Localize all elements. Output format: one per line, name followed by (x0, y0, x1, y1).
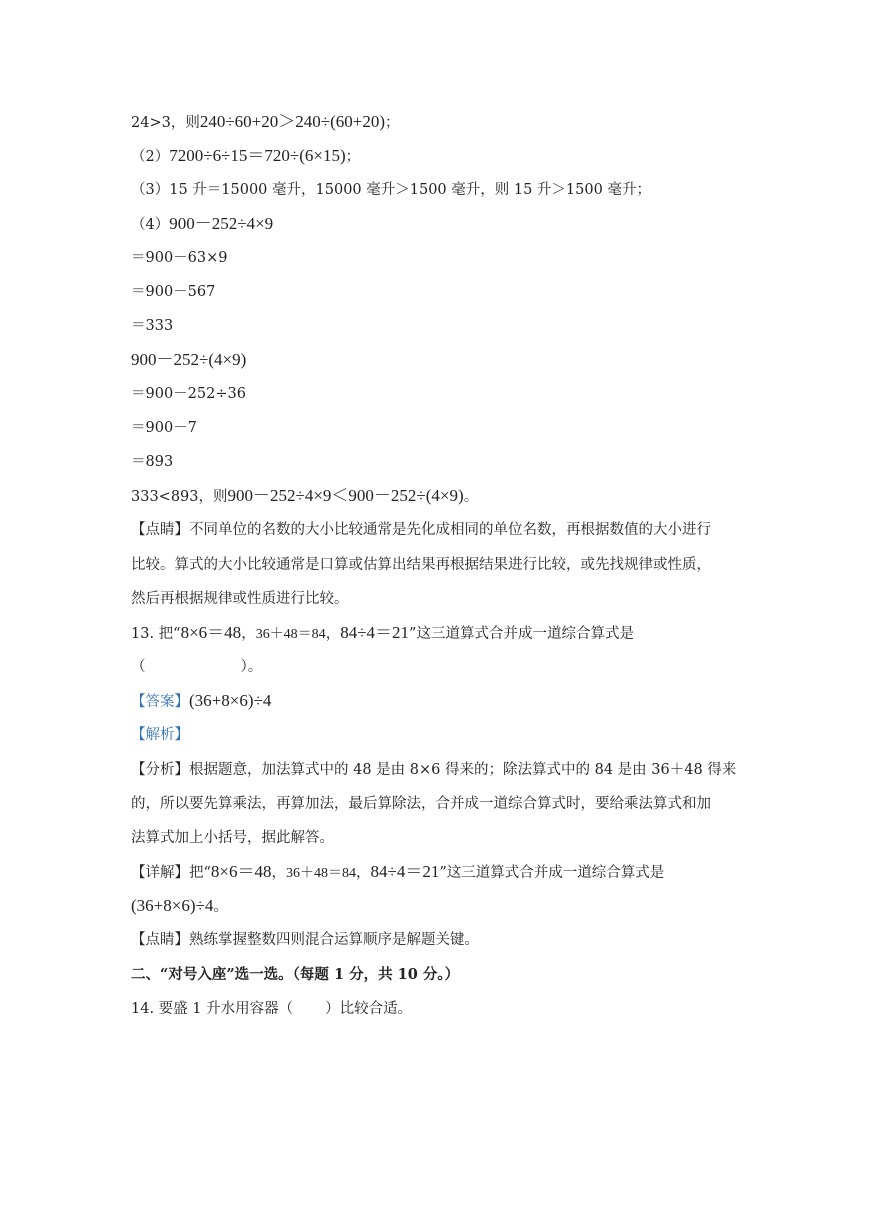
math-expression: 7200÷6÷15＝720÷(6×15) (169, 146, 346, 165)
math-expression: 900－252÷4×9 (169, 214, 274, 233)
math-expression: 900－252÷(4×9) (131, 350, 247, 369)
jiexi-tag: 【解析】 (131, 727, 189, 743)
question-14: 14. 要盛 1 升水用容器（ ）比较合适。 (131, 1001, 413, 1017)
question-number: 13. (131, 626, 155, 642)
calc-step: ＝893 (131, 454, 174, 470)
answer-blank: （ ）。 (131, 659, 263, 675)
dianjing-tag: 【点睛】 (131, 932, 189, 948)
equation: 8×6＝48 (180, 623, 242, 642)
question-number: 14. (131, 1001, 155, 1017)
fenxi-section: 【分析】根据题意，加法算式中的 48 是由 8×6 得来的；除法算式中的 84 是由 36＋48 得来 (131, 762, 737, 778)
equation: 84÷4＝21 (340, 623, 410, 642)
xiangjie-tag: 【详解】 (131, 865, 189, 881)
calc-step: ＝333 (131, 318, 174, 334)
dianjing-tag: 【点睛】 (131, 522, 189, 538)
paragraph-line: 然后再根据规律或性质进行比较。 (131, 591, 349, 607)
math-expression: (36+8×6)÷4 (189, 691, 272, 710)
jiexi-section (131, 725, 189, 745)
question-13: 13. 把“8×6＝48，36＋48＝84，84÷4＝21”这三道算式合并成一道综合算式是 (131, 623, 634, 642)
paragraph-line: 法算式加上小括号，据此解答。 (131, 830, 334, 846)
dianjing-section: 【点睛】不同单位的名数的大小比较通常是先化成相同的单位名数，再根据数值的大小进行 (131, 522, 711, 538)
calc-step: ＝900－7 (131, 420, 197, 436)
line-part-2: （2）7200÷6÷15＝720÷(6×15)； (131, 146, 361, 165)
math-expression: 900－252÷4×9＜900－252÷(4×9) (227, 486, 464, 505)
xiangjie-section: 【详解】把“8×6＝48，36＋48＝84，84÷4＝21”这三道算式合并成一道综合算式是 (131, 862, 665, 881)
calc-step: ＝900－567 (131, 284, 216, 300)
calc-step: ＝900－252÷36 (131, 386, 246, 402)
paragraph-line: 的，所以要先算乘法，再算加法，最后算除法，合并成一道综合算式时，要给乘法算式和加 (131, 796, 711, 812)
answer-tag: 【答案】 (131, 694, 189, 710)
equation: 8×6＝48 (210, 862, 272, 881)
fenxi-tag: 【分析】 (131, 762, 189, 778)
math-expression: (36+8×6)÷4 (131, 896, 214, 915)
line-part-4: （4）900－252÷4×9 (131, 214, 274, 233)
math-expression: 240÷60+20＞240÷(60+20) (199, 112, 385, 131)
dianjing-section: 【点睛】熟练掌握整数四则混合运算顺序是解题关键。 (131, 932, 479, 948)
answer-section (131, 691, 271, 712)
calc-step: ＝900－63×9 (131, 250, 228, 266)
section-heading: 二、“对号入座”选一选。（每题 1 分，共 10 分。） (131, 966, 460, 983)
equation: 36＋48＝84 (286, 866, 357, 881)
line-part-3: （3）15 升＝15000 毫升，15000 毫升＞1500 毫升，则 15 升＞1500 毫升； (131, 182, 651, 198)
line-24-gt-3: 24>3，则240÷60+20＞240÷(60+20)； (131, 112, 400, 131)
comparison-conclusion: 333<893，则900－252÷4×9＜900－252÷(4×9)。 (131, 486, 479, 505)
equation: 84÷4＝21 (370, 862, 440, 881)
xiangjie-result: (36+8×6)÷4。 (131, 896, 228, 915)
paragraph-line: 比较。算式的大小比较通常是口算或估算出结果再根据结果进行比较，或先找规律或性质， (131, 557, 711, 573)
equation: 36＋48＝84 (255, 627, 326, 642)
